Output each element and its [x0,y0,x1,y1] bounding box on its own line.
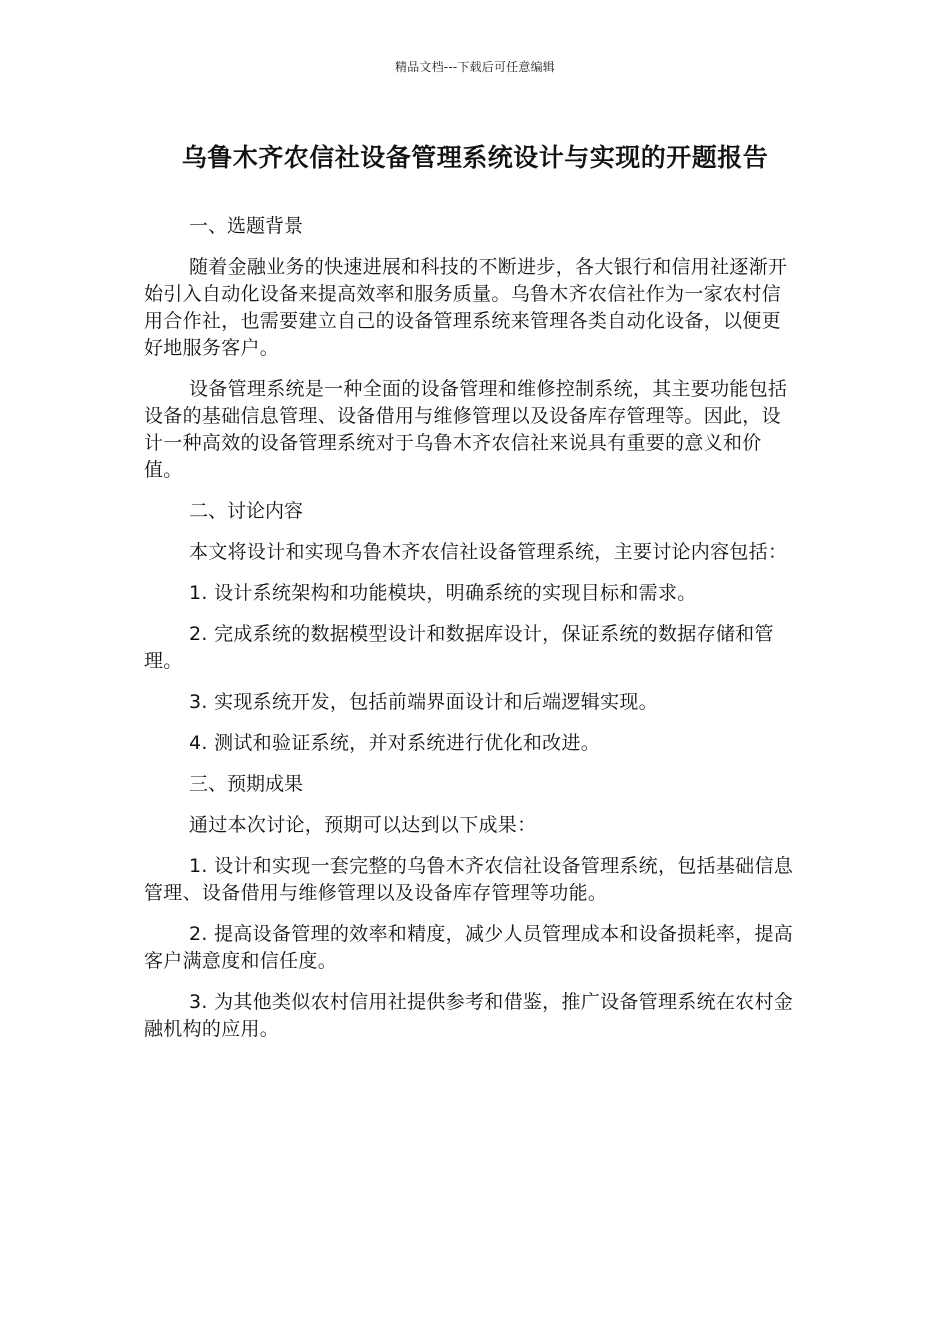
paragraph: 设备管理系统是一种全面的设备管理和维修控制系统，其主要功能包括设备的基础信息管理、设备借用与维修管理以及设备库存管理等。因此，设计一种高效的设备管理系统对于乌鲁木齐农信社来说具有重要的意义和价值。 [144,378,788,481]
paragraph: 通过本次讨论，预期可以达到以下成果： [189,814,537,836]
list-item: 1. 设计系统架构和功能模块，明确系统的实现目标和需求。 [189,582,697,604]
paragraph: 随着金融业务的快速进展和科技的不断进步，各大银行和信用社逐渐开始引入自动化设备来提高效率和服务质量。乌鲁木齐农信社作为一家农村信用合作社，也需要建立自己的设备管理系统来管理各类自动化设备，以便更好地服务客户。 [144,256,788,359]
list-item: 2. 提高设备管理的效率和精度，减少人员管理成本和设备损耗率，提高客户满意度和信任度。 [144,923,794,972]
list-item: 2. 完成系统的数据模型设计和数据库设计，保证系统的数据存储和管理。 [144,623,774,672]
section-heading-results: 三、预期成果 [189,773,304,795]
document-body [144,213,798,1057]
section-heading-content: 二、讨论内容 [189,500,304,522]
document-title: 乌鲁木齐农信社设备管理系统设计与实现的开题报告 [181,143,769,172]
page-header: 精品文档---下载后可任意编辑 [395,60,555,74]
list-item: 4. 测试和验证系统，并对系统进行优化和改进。 [189,732,601,754]
list-item: 3. 实现系统开发，包括前端界面设计和后端逻辑实现。 [189,691,658,713]
paragraph: 本文将设计和实现乌鲁木齐农信社设备管理系统，主要讨论内容包括： [189,541,788,563]
list-item: 1. 设计和实现一套完整的乌鲁木齐农信社设备管理系统，包括基础信息管理、设备借用与维修管理以及设备库存管理等功能。 [144,855,794,904]
list-item: 3. 为其他类似农村信用社提供参考和借鉴，推广设备管理系统在农村金融机构的应用。 [144,991,794,1040]
section-heading-background: 一、选题背景 [189,215,304,237]
